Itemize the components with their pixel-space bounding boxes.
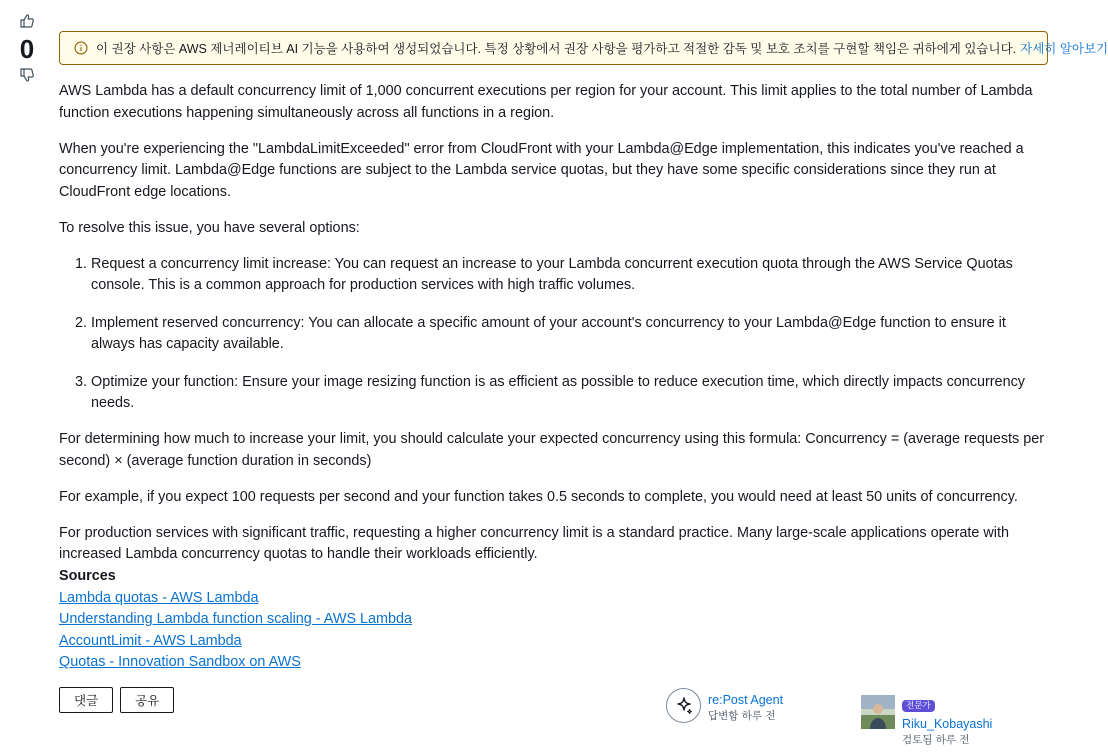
answer-actions [59,687,174,713]
answer-paragraph: For production services with significant traffic, requesting a higher concurrency limit is a standard practice. Many large-scale applications operate with increased Lambda concurrency quotas to handle their workloads efficiently. [59,524,1009,562]
vote-count: 0 [19,34,35,64]
expert-badge: 전문가 [902,700,935,712]
answer-paragraph: For determining how much to increase your limit, you should calculate your expected concurrency using this formula: Concurrency = (average requests per second) × (average function duration in seconds) [59,431,1045,469]
agent-name-link[interactable]: re:Post Agent [708,693,784,707]
expert-reviewed-time: 검토됨 하루 전 [902,734,970,746]
source-link[interactable]: Quotas - Innovation Sandbox on AWS [59,654,301,671]
answer-panel [59,31,1108,674]
ai-disclaimer-banner [59,31,1108,65]
sparkle-icon [666,688,701,723]
agent-answered-time: 답변함 하루 전 [708,710,776,722]
source-link[interactable]: Understanding Lambda function scaling - AWS Lambda [59,611,413,628]
expert-name-link[interactable]: Riku_Kobayashi [902,717,993,731]
source-link[interactable]: AccountLimit - AWS Lambda [59,632,242,649]
vote-column [16,12,38,84]
list-item: 1. Request a concurrency limit increase: You can request an increase to your Lambda concurrent execution quota through the AWS Service Quotas console. This is a common approach for production services with high traffic volumes. [91,254,1048,297]
info-icon [74,41,88,55]
banner-text: 이 권장 사항은 AWS 제너레이티브 AI 기능을 사용하여 생성되었습니다. 특정 상황에서 권장 사항을 평가하고 적절한 감독 및 보호 조치를 구현할 책임은 귀하에게 있습니다. [96,42,1017,56]
agent-author [666,688,783,724]
sources-section [59,566,1048,674]
options-list [59,254,1048,415]
answer-body [59,81,1048,566]
avatar[interactable] [861,695,895,729]
share-button[interactable]: 공유 [120,687,174,713]
comment-button[interactable]: 댓글 [59,687,113,713]
thumbs-down-icon[interactable] [18,66,36,84]
sources-title: Sources [59,568,116,584]
list-item: 3. Optimize your function: Ensure your image resizing function is as efficient as possible to reduce execution time, which directly impacts concurrency needs. [91,372,1048,415]
list-item: 2. Implement reserved concurrency: You can allocate a specific amount of your account's concurrency to your Lambda@Edge function to ensure it always has capacity available. [91,313,1048,356]
learn-more-link[interactable]: 자세히 알아보기 [1020,42,1108,56]
answer-paragraph: When you're experiencing the "LambdaLimitExceeded" error from CloudFront with your Lambda@Edge implementation, this indicates you've reached a concurrency limit. Lambda@Edge functions are subject to the Lambda service quotas, but they have some specific considerations since they run at CloudFront edge locations. [59,140,1024,200]
source-link[interactable]: Lambda quotas - AWS Lambda [59,589,259,606]
answer-paragraph: AWS Lambda has a default concurrency limit of 1,000 concurrent executions per region for your account. This limit applies to the total number of Lambda function executions happening simultaneously across all functions in a region. [59,83,1033,121]
answer-paragraph: To resolve this issue, you have several options: [59,219,360,236]
answer-paragraph: For example, if you expect 100 requests per second and your function takes 0.5 seconds to complete, you would need at least 50 units of concurrency. [59,488,1018,505]
expert-reviewer [861,695,992,747]
thumbs-up-icon[interactable] [18,12,36,30]
